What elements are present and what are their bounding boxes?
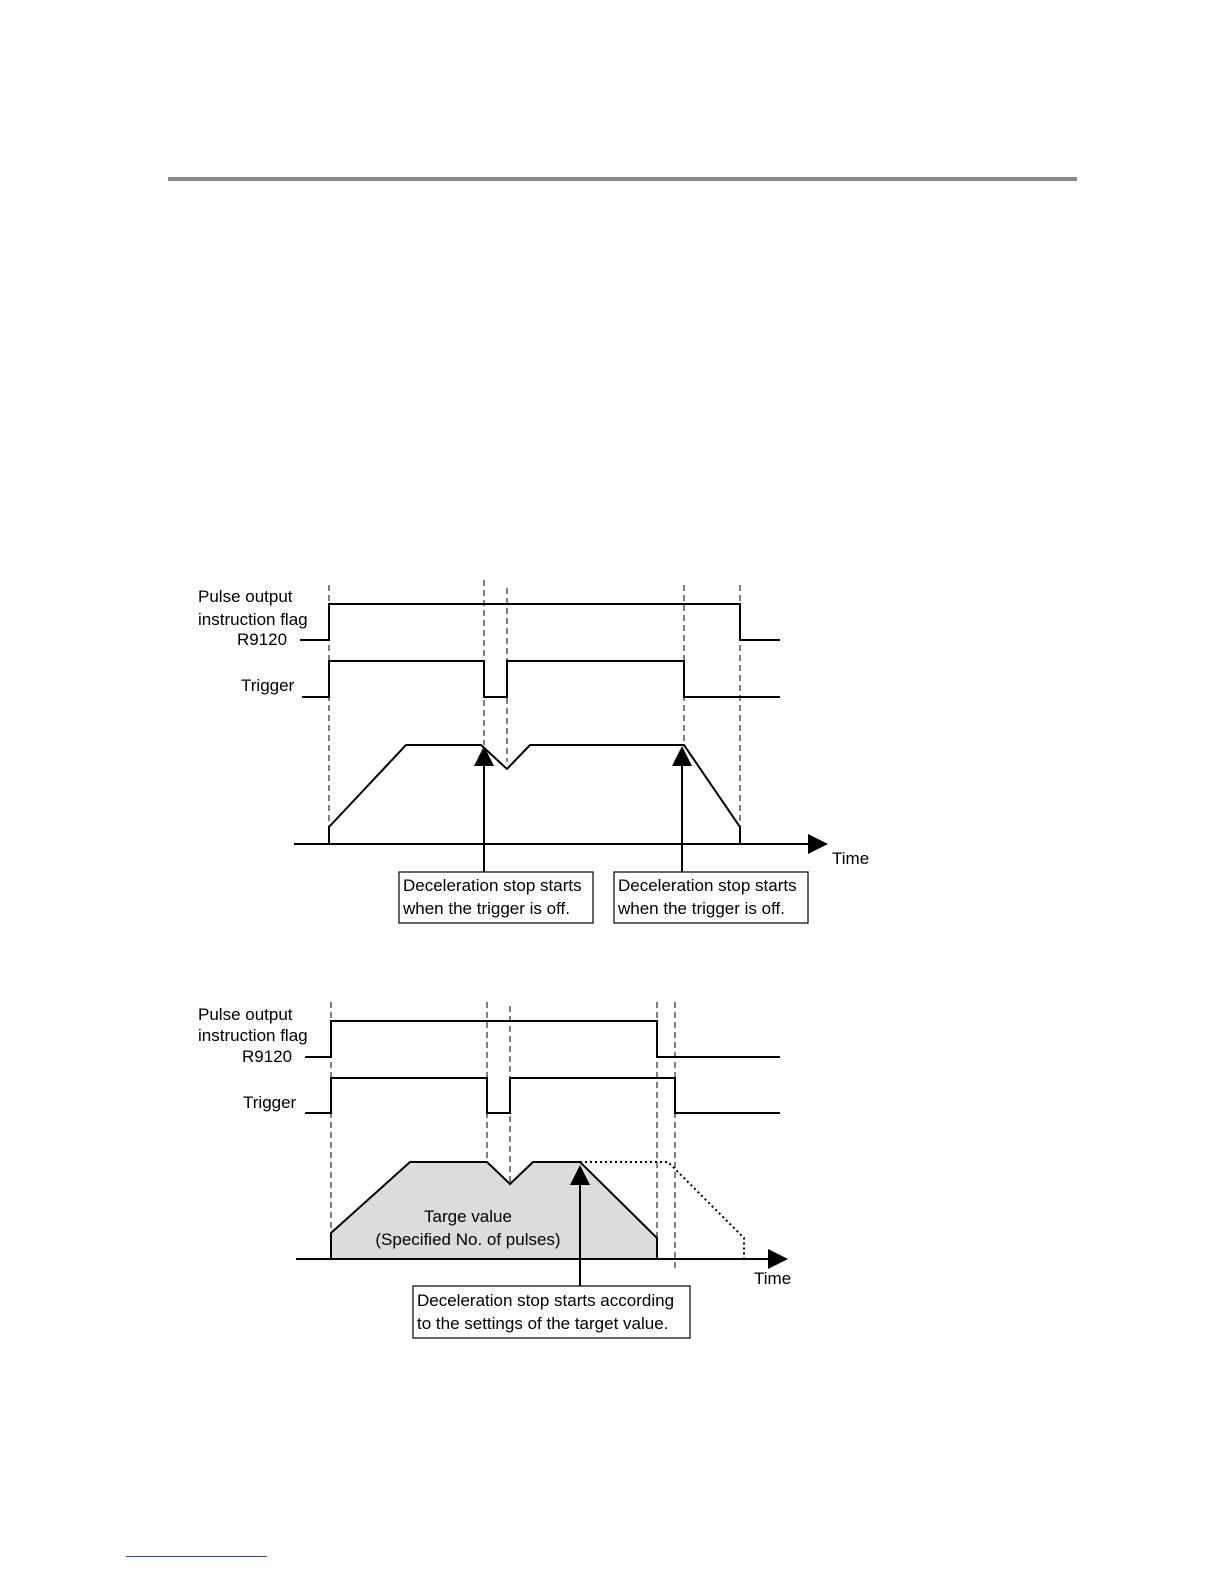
speed-profile [329,745,740,843]
time-label: Time [754,1269,792,1288]
trigger-label: Trigger [241,676,295,695]
flag-label: R9120 [242,1047,293,1066]
flag-label: instruction flag [198,610,308,629]
area-label: Targe value [424,1207,512,1226]
time-label: Time [832,849,870,868]
callout-text: Deceleration stop starts according [417,1291,675,1310]
callout-text: when the trigger is off. [618,899,785,918]
flag-label: R9120 [237,630,288,649]
diagram-2 [198,1002,791,1338]
callout-text: when the trigger is off. [403,899,570,918]
callout-text: Deceleration stop starts [403,876,582,895]
trigger-signal [305,1078,780,1113]
flag-signal [305,1021,780,1057]
trigger-label: Trigger [243,1093,297,1112]
flag-signal [300,604,780,640]
callout-text: to the settings of the target value. [417,1314,669,1333]
footer-link-underline[interactable] [126,1556,267,1557]
callout-text: Deceleration stop starts [618,876,797,895]
area-label: (Specified No. of pulses) [375,1230,561,1249]
flag-label: Pulse output [198,587,293,606]
trigger-signal [302,661,780,697]
diagram-1 [198,580,869,923]
flag-label: instruction flag [198,1026,308,1045]
flag-label: Pulse output [198,1005,293,1024]
